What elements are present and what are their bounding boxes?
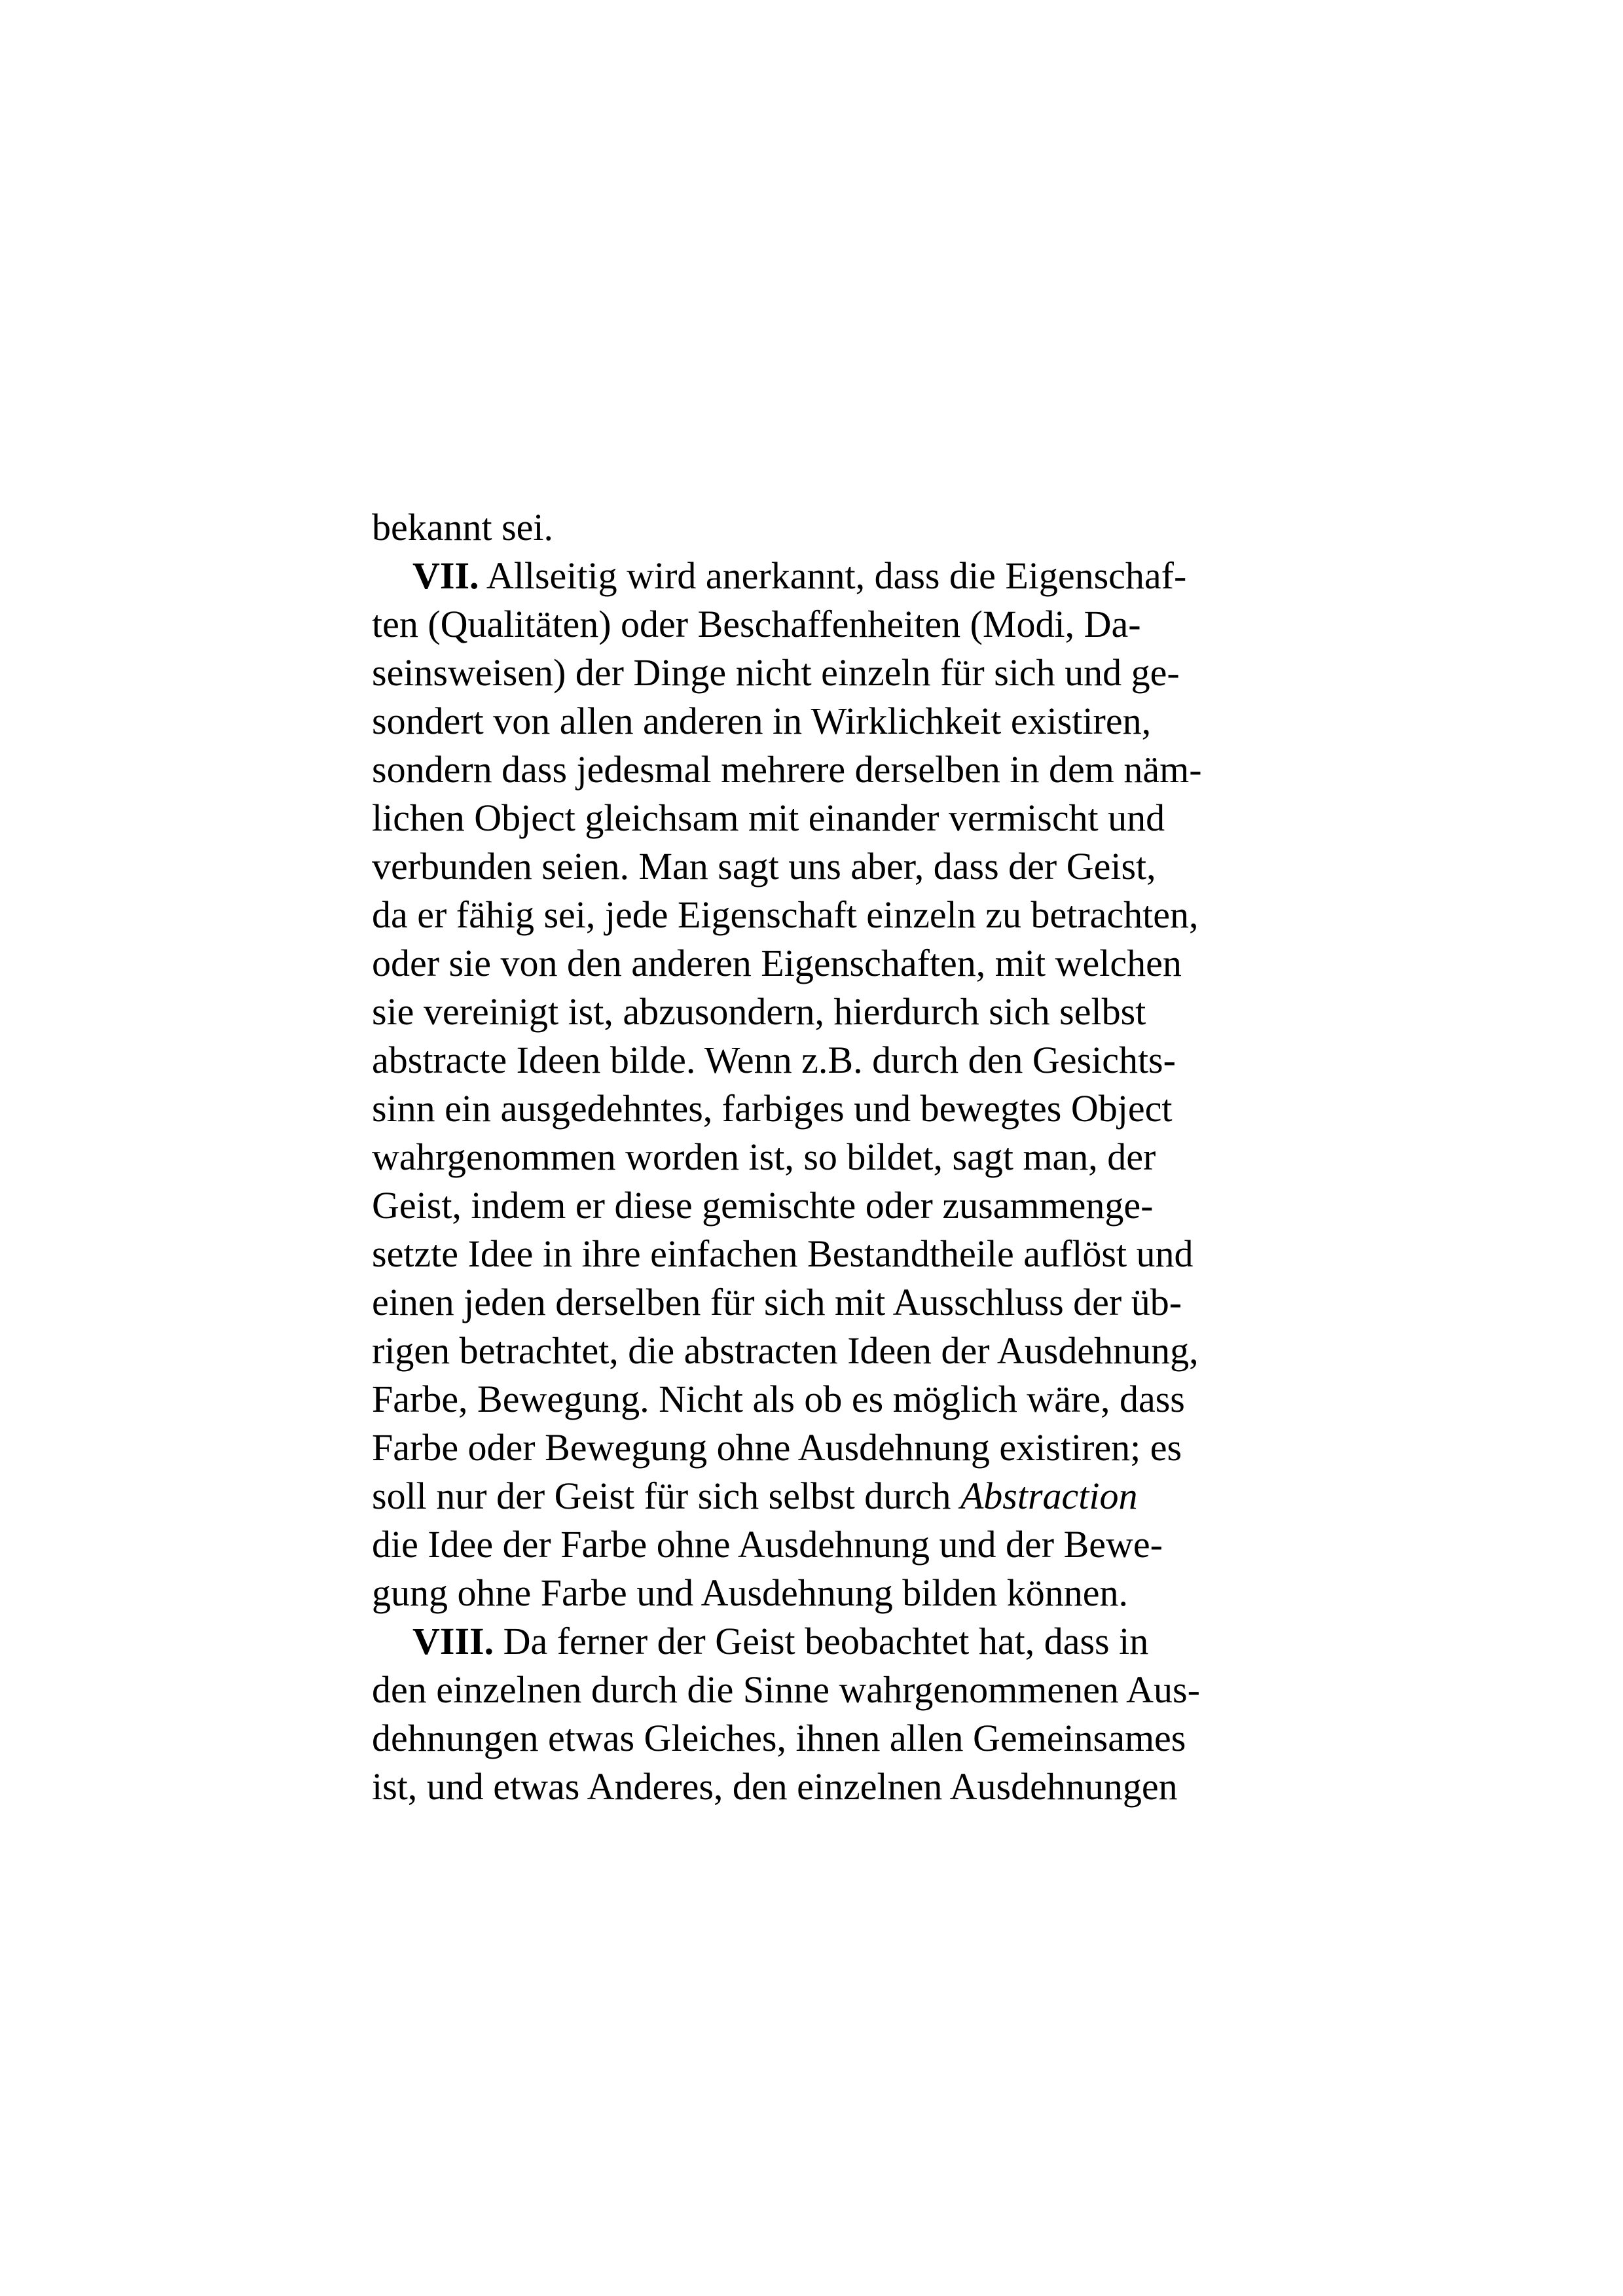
text-line: sinn ein ausgedehntes, farbiges und bewegtes Object [372,1087,1173,1130]
text-line: den einzelnen durch die Sinne wahrgenommenen Aus- [372,1668,1200,1711]
text-line: soll nur der Geist für sich selbst durch Abstraction [372,1475,1138,1517]
text-line: dehnungen etwas Gleiches, ihnen allen Gemeinsames [372,1717,1186,1759]
section-number: VIII. [412,1620,494,1662]
text-line: sondert von allen anderen in Wirklichkeit existiren, [372,700,1152,742]
section-heading-line: VIII. Da ferner der Geist beobachtet hat, dass in [412,1620,1149,1662]
text-line: rigen betrachtet, die abstracten Ideen der Ausdehnung, [372,1329,1199,1372]
text-line: da er fähig sei, jede Eigenschaft einzeln zu betrachten, [372,893,1199,936]
text-line: abstracte Ideen bilde. Wenn z.B. durch den Gesichts- [372,1039,1176,1081]
text-line: sie vereinigt ist, abzusondern, hierdurch sich selbst [372,990,1146,1033]
text-line: Farbe, Bewegung. Nicht als ob es möglich wäre, dass [372,1378,1185,1420]
text-line: sondern dass jedesmal mehrere derselben in dem näm- [372,748,1202,791]
italic-term: Abstraction [960,1475,1138,1517]
text-line: seinsweisen) der Dinge nicht einzeln für sich und ge- [372,651,1180,694]
text-line: wahrgenommen worden ist, so bildet, sagt man, der [372,1136,1156,1178]
text-line: verbunden seien. Man sagt uns aber, dass der Geist, [372,845,1156,888]
text-line: Farbe oder Bewegung ohne Ausdehnung existiren; es [372,1426,1182,1469]
section-heading-line: VII. Allseitig wird anerkannt, dass die Eigenschaf- [412,554,1187,597]
text-line: oder sie von den anderen Eigenschaften, mit welchen [372,942,1182,984]
text-line: ist, und etwas Anderes, den einzelnen Ausdehnungen [372,1765,1178,1808]
text-line: lichen Object gleichsam mit einander vermischt und [372,797,1165,839]
text-line: einen jeden derselben für sich mit Ausschluss der üb- [372,1281,1182,1323]
text-line: ten (Qualitäten) oder Beschaffenheiten (Modi, Da- [372,603,1141,645]
text-line: gung ohne Farbe und Ausdehnung bilden können. [372,1571,1129,1614]
text-line: Geist, indem er diese gemischte oder zusammenge- [372,1184,1154,1227]
text-line: setzte Idee in ihre einfachen Bestandtheile auflöst und [372,1232,1194,1275]
text-line: die Idee der Farbe ohne Ausdehnung und der Bewe- [372,1523,1163,1566]
section-number: VII. [412,554,479,597]
text-line: bekannt sei. [372,506,554,548]
